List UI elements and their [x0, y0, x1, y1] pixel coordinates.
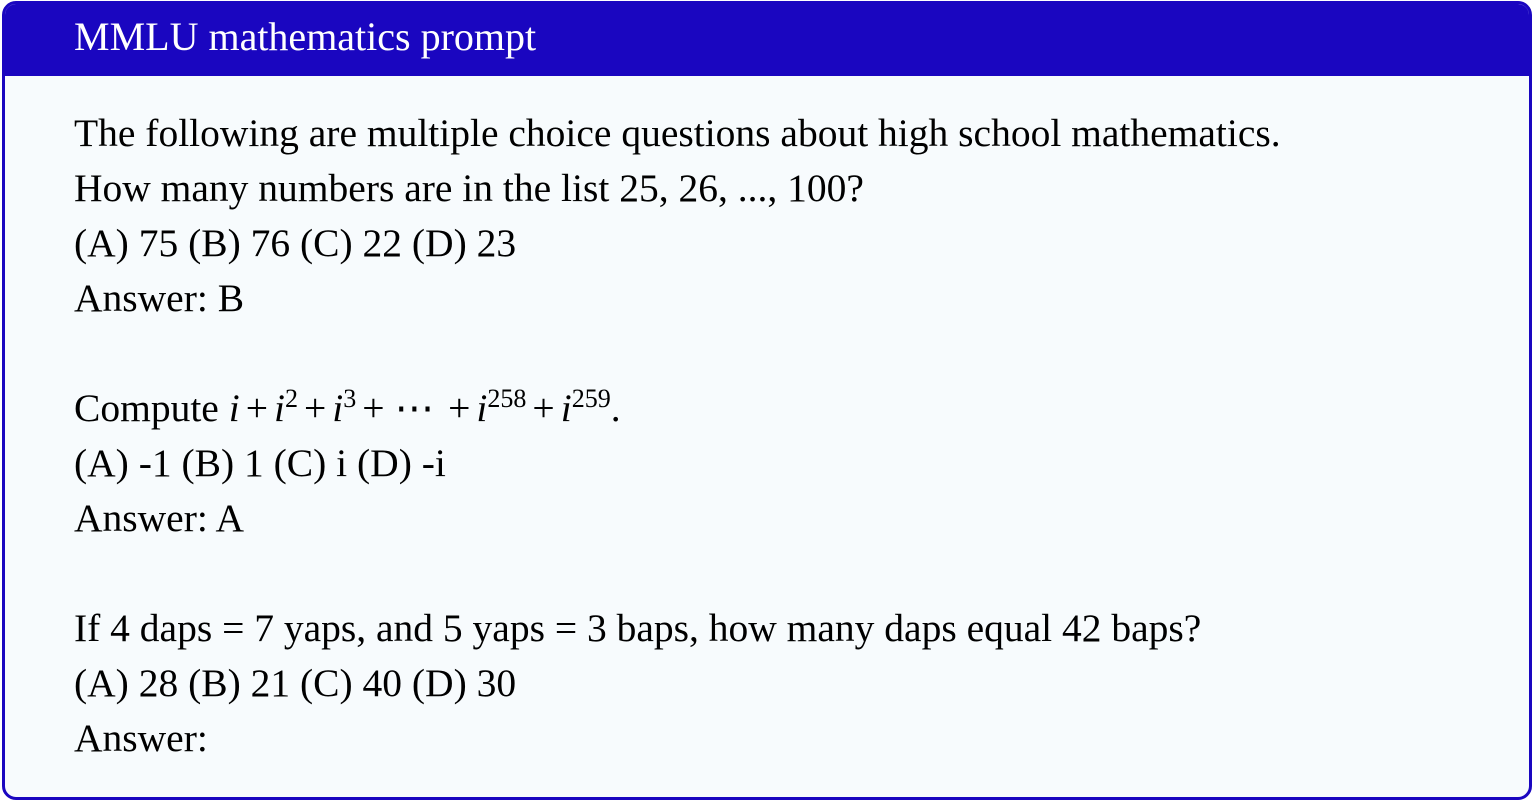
- math-var: i: [332, 386, 344, 430]
- math-var: i: [228, 386, 240, 430]
- q1-answer: Answer: B: [74, 276, 245, 320]
- q3-answer: Answer:: [74, 716, 208, 760]
- intro-line: The following are multiple choice questions about high school mathematics.: [74, 111, 1281, 155]
- math-exponent: 259: [571, 383, 611, 413]
- math-plus: +: [245, 386, 268, 430]
- blank-line: [74, 546, 1509, 601]
- math-var: i: [560, 386, 572, 430]
- math-plus: +: [532, 386, 555, 430]
- blank-line: [74, 326, 1509, 381]
- math-exponent: 3: [343, 383, 357, 413]
- prompt-box: [2, 1, 1532, 800]
- math-exponent: 2: [284, 383, 298, 413]
- q1-question: How many numbers are in the list 25, 26, ..., 100?: [74, 166, 864, 210]
- math-cdots: ⋯: [394, 386, 439, 430]
- math-var: i: [476, 386, 488, 430]
- q2-question: [74, 381, 1509, 436]
- math-plus: +: [303, 386, 327, 430]
- math-exponent: 258: [487, 383, 527, 413]
- q2-answer: Answer: A: [74, 496, 245, 540]
- prompt-text: [74, 106, 1509, 766]
- q3-options: (A) 28 (B) 21 (C) 40 (D) 30: [74, 661, 517, 705]
- q2-question-prefix: Compute: [74, 386, 219, 430]
- math-var: i: [273, 386, 285, 430]
- q3-question: If 4 daps = 7 yaps, and 5 yaps = 3 baps, how many daps equal 42 baps?: [74, 606, 1202, 650]
- math-plus: +: [448, 386, 471, 430]
- math-period: .: [610, 386, 621, 430]
- prompt-box-title: MMLU mathematics prompt: [5, 4, 1529, 76]
- math-plus: +: [362, 386, 385, 430]
- q1-options: (A) 75 (B) 76 (C) 22 (D) 23: [74, 221, 517, 265]
- q2-math-expression: [228, 383, 621, 430]
- q2-options: (A) -1 (B) 1 (C) i (D) -i: [74, 441, 446, 485]
